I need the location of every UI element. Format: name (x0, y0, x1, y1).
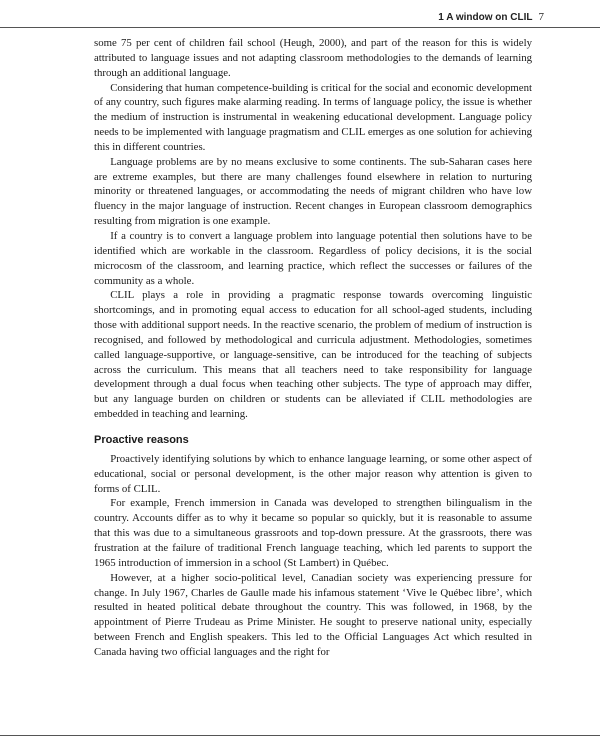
paragraph: Considering that human competence-building is critical for the social and economic development of any country, such figures make alarming reading. In terms of language policy, the issue is whether the medium of instruction is instrumental in weakening educational development. Language policy needs to be implemented with language pragmatism and CLIL emerges as one solution for achieving this in different countries. (94, 81, 532, 153)
section-heading: Proactive reasons (94, 433, 189, 446)
paragraph: some 75 per cent of children fail school (Heugh, 2000), and part of the reason for this is widely attributed to language issues and not adapting classroom methodologies to the demands of learning through an additional language. (94, 37, 532, 79)
paragraph: However, at a higher socio-political level, Canadian society was experiencing pressure for change. In July 1967, Charles de Gaulle made his infamous statement ‘Vive le Québec libre’, which resulted in heated political debate throughout the country. This was followed, in 1968, by the appointment of Pierre Trudeau as Prime Minister. He sought to preserve national unity, especially between French and English speakers. This led to the Official Languages Act which resulted in Canada having two official languages and the right for (94, 571, 532, 658)
chapter-title: 1 A window on CLIL (438, 12, 533, 23)
footer-rule (0, 735, 600, 736)
paragraph: If a country is to convert a language problem into language potential then solutions have to be identified which are workable in the classroom. Regardless of policy decisions, it is the social microcosm of the classroom, and learning practice, which reflect the successes or failures of the community as a whole. (94, 229, 532, 287)
page-number: 7 (538, 11, 544, 23)
paragraph: For example, French immersion in Canada was developed to strengthen bilingualism in the country. Accounts differ as to why it became so popular so quickly, but it is reasonable to assume that this was due to a simultaneous grassroots and top-down pressure. At the grassroots, there was frustration at the failure of traditional French language teaching, which led parents to support the 1965 introduction of immersion in a school (St Lambert) in Québec. (94, 497, 532, 569)
paragraph: Language problems are by no means exclusive to some continents. The sub-Saharan cases here are extreme examples, but there are many challenges found elsewhere in relation to nurturing minority or threatened languages, or accommodating the needs of migrant children who have low fluency in the major language of instruction. Recent changes in European classroom demographics resulting from migration is one example. (94, 155, 532, 228)
running-head (438, 11, 544, 23)
paragraph: CLIL plays a role in providing a pragmatic response towards overcoming linguistic shortcomings, and in promoting equal access to education for all school-aged students, including those with additional support needs. In the reactive scenario, the problem of medium of instruction is recognised, and followed by methodological and curricula adjustment. Methodologies, sometimes called language-supportive, or language-sensitive, can be introduced for the teaching of subjects across the curriculum. This means that all teachers need to take responsibility for language development through a dual focus when teaching other subjects. The type of approach may differ, but any language burden on children or students can be alleviated if CLIL methodologies are embedded in teaching and learning. (94, 289, 532, 421)
paragraph: Proactively identifying solutions by which to enhance language learning, or some other aspect of educational, social or personal development, is the other major reason why attention is given to forms of CLIL. (94, 452, 532, 495)
body-text (94, 36, 532, 660)
header-rule (0, 27, 600, 28)
